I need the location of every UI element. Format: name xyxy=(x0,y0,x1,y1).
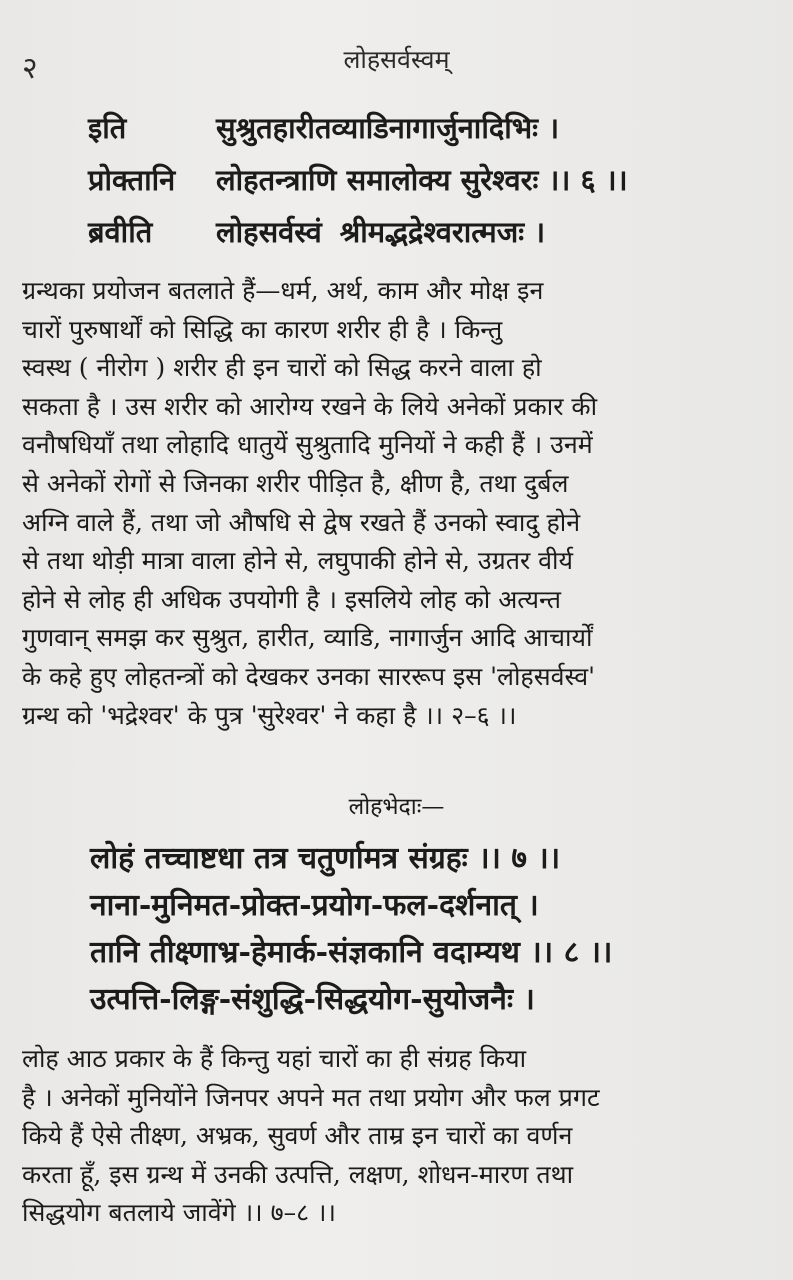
section-heading: लोहभेदाः— xyxy=(348,794,445,820)
shloka-line: नाना-मुनिमत-प्रोक्त-प्रयोग-फल-दर्शनात् । xyxy=(90,888,539,923)
verse-text: सुश्रुतहारीतव्याडिनागार्जुनादिभिः । xyxy=(216,111,560,145)
text-line: है । अनेकों मुनियोंने जिनपर अपने मत तथा प्रयोग और फल प्रगट xyxy=(22,1082,600,1112)
text-line: करता हूँ, इस ग्रन्थ में उनकी उत्पत्ति, लक्षण, शोधन-मारण तथा xyxy=(22,1159,574,1189)
verse-line xyxy=(88,160,768,212)
page-number: २ xyxy=(22,51,38,86)
verse-word: इति xyxy=(88,111,127,145)
shloka-verse xyxy=(90,836,770,1024)
text-line: वनौषधियाँ तथा लोहादि धातुयें सुश्रुतादि मुनियों ने कही हैं । उनमें xyxy=(22,430,593,460)
verse-text: लोहतन्त्राणि समालोक्य सुरेश्वरः ।। ६ ।। xyxy=(216,163,628,197)
text-line: स्वस्थ ( नीरोग ) शरीर ही इन चारों को सिद्ध करने वाला हो xyxy=(22,353,542,383)
shloka-line: लोहं तच्चाष्टधा तत्र चतुर्णामत्र संग्रहः ।। ७ ।। xyxy=(90,841,561,876)
text-line: से तथा थोड़ी मात्रा वाला होने से, लघुपाकी होने से, उग्रतर वीर्य xyxy=(22,546,573,576)
text-line: गुणवान् समझ कर सुश्रुत, हारीत, व्याडि, नागार्जुन आदि आचार्यों xyxy=(22,623,593,653)
text-line: चारों पुरुषार्थों को सिद्धि का कारण शरीर ही है । किन्तु xyxy=(22,314,503,344)
running-title: लोहसर्वस्वम् xyxy=(343,45,450,74)
verse-line xyxy=(88,212,768,264)
verse-word: प्रोक्तानि xyxy=(88,163,176,197)
shloka-line: तानि तीक्ष्णाभ्र-हेमार्क-संज्ञकानि वदाम्यथ ।। ८ ।। xyxy=(90,935,613,970)
text-line: सिद्धयोग बतलाये जावेंगे ।। ७–८ ।। xyxy=(22,1198,336,1228)
commentary-paragraph xyxy=(22,272,762,735)
text-line: सकता है । उस शरीर को आरोग्य रखने के लिये अनेकों प्रकार की xyxy=(22,391,598,421)
verse-word: ब्रवीति xyxy=(88,215,153,249)
verse-text: श्रीमद्भद्रेश्वरात्मजः । xyxy=(339,215,546,249)
text-line: से अनेकों रोगों से जिनका शरीर पीड़ित है, क्षीण है, तथा दुर्बल xyxy=(22,468,569,498)
verse-line xyxy=(88,108,768,160)
text-line: किये हैं ऐसे तीक्ष्ण, अभ्रक, सुवर्ण और ताम्र इन चारों का वर्णन xyxy=(22,1121,573,1151)
intro-verse xyxy=(88,108,768,264)
text-line: होने से लोह ही अधिक उपयोगी है । इसलिये लोह को अत्यन्त xyxy=(22,584,561,614)
text-line: ग्रन्थका प्रयोजन बतलाते हैं—धर्म, अर्थ, काम और मोक्ष इन xyxy=(22,276,544,305)
text-line: ग्रन्थ को 'भद्रेश्वर' के पुत्र 'सुरेश्वर' ने कहा है ।। २–६ ।। xyxy=(22,700,517,730)
text-line: अग्नि वाले हैं, तथा जो औषधि से द्वेष रखते हैं उनको स्वादु होने xyxy=(22,507,581,537)
text-line: लोह आठ प्रकार के हैं किन्तु यहां चारों का ही संग्रह किया xyxy=(22,1044,527,1073)
verse-text: लोहसर्वस्वं xyxy=(216,215,322,249)
text-line: के कहे हुए लोहतन्त्रों को देखकर उनका साररूप इस 'लोहसर्वस्व' xyxy=(22,661,595,691)
commentary-paragraph xyxy=(22,1040,762,1233)
shloka-line: उत्पत्ति-लिङ्ग-संशुद्धि-सिद्धयोग-सुयोजनैः । xyxy=(90,982,535,1017)
